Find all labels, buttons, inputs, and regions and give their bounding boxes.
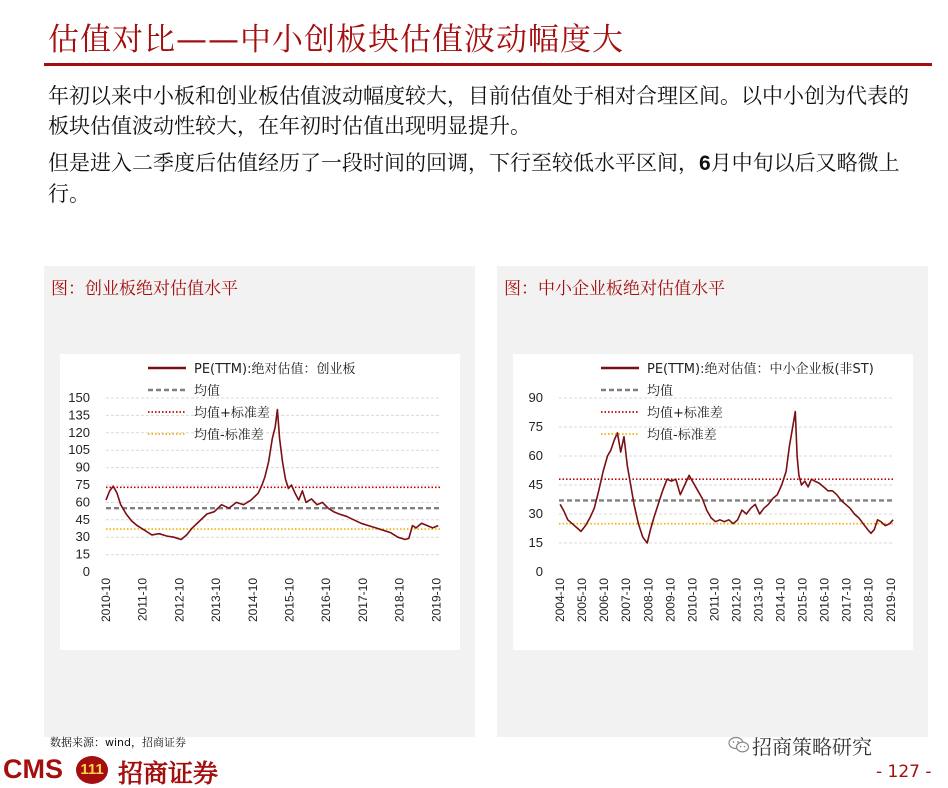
data-source: 数据来源：wind，招商证券 <box>50 736 187 749</box>
x-tick-label: 2011-10 <box>135 578 150 622</box>
x-tick-label: 2015-10 <box>795 578 810 623</box>
legend-label-mean: 均值 <box>647 384 674 399</box>
wechat-account: 招商策略研究 <box>752 735 872 759</box>
legend-label-minus_sd: 均值-标准差 <box>194 428 264 443</box>
legend-label-pe: PE(TTM):绝对估值：创业板 <box>194 362 356 377</box>
y-tick-label: 45 <box>75 511 90 527</box>
logo-badge: 111 <box>76 756 108 784</box>
x-tick-label: 2013-10 <box>209 578 224 623</box>
logo-text: CMS <box>3 754 63 784</box>
y-tick-label: 30 <box>528 506 543 521</box>
y-tick-label: 135 <box>68 407 90 423</box>
x-tick-label: 2016-10 <box>319 578 334 623</box>
x-tick-label: 2018-10 <box>861 578 876 623</box>
y-tick-label: 75 <box>75 477 90 492</box>
y-tick-label: 60 <box>75 494 90 510</box>
sme-pe-chart <box>513 354 913 650</box>
y-tick-label: 15 <box>75 546 90 562</box>
logo-chinese-name: 招商证券 <box>118 759 219 788</box>
chart-panel-sme <box>497 266 928 737</box>
y-tick-label: 0 <box>535 564 543 579</box>
x-tick-label: 2005-10 <box>575 578 590 623</box>
x-tick-label: 2010-10 <box>685 578 700 623</box>
x-tick-label: 2019-10 <box>883 578 898 623</box>
x-tick-label: 2010-10 <box>99 578 113 623</box>
x-tick-label: 2017-10 <box>839 578 854 623</box>
x-tick-label: 2016-10 <box>817 578 832 623</box>
y-tick-label: 30 <box>75 529 90 545</box>
x-tick-label: 2014-10 <box>773 578 788 623</box>
chinext-pe-chart <box>60 354 460 650</box>
y-tick-label: 75 <box>528 419 543 434</box>
title-rule <box>44 63 932 66</box>
x-tick-label: 2009-10 <box>663 578 678 623</box>
x-tick-label: 2019-10 <box>429 578 444 623</box>
intro-paragraph: 年初以来中小板和创业板估值波动幅度较大，目前估值处于相对合理区间。以中小创为代表的板块估值波动性较大，在年初时估值出现明显提升。 <box>48 84 909 138</box>
y-tick-label: 60 <box>528 448 543 463</box>
detail-paragraph <box>48 148 928 209</box>
y-tick-label: 15 <box>528 535 543 550</box>
x-tick-label: 2006-10 <box>597 578 612 623</box>
legend-label-minus_sd: 均值-标准差 <box>647 428 717 443</box>
chart-panel-title: 图：中小企业板绝对估值水平 <box>504 279 725 299</box>
x-tick-label: 2008-10 <box>641 578 656 623</box>
page-title: 估值对比——中小创板块估值波动幅度大 <box>48 22 624 58</box>
x-tick-label: 2013-10 <box>751 578 766 623</box>
x-tick-label: 2012-10 <box>729 578 744 623</box>
x-tick-label: 2012-10 <box>172 578 187 623</box>
x-tick-label: 2015-10 <box>282 578 297 623</box>
y-tick-label: 150 <box>68 390 90 405</box>
chart-canvas <box>60 354 460 650</box>
page-number: - 127 - <box>876 762 932 782</box>
detail-text-bold: 6 <box>699 152 711 175</box>
detail-text-b: 月中旬以后又略微上行。 <box>48 151 900 206</box>
detail-text-a: 但是进入二季度后估值经历了一段时间的回调，下行至较低水平区间， <box>48 151 699 175</box>
chart-panel-chinext <box>44 266 475 737</box>
wechat-icon <box>728 736 750 754</box>
x-tick-label: 2014-10 <box>245 578 260 623</box>
legend-label-mean: 均值 <box>194 384 221 399</box>
legend-label-plus_sd: 均值+标准差 <box>647 406 723 421</box>
y-tick-label: 90 <box>528 390 543 405</box>
legend-label-pe: PE(TTM):绝对估值：中小企业板(非ST) <box>647 362 874 377</box>
x-tick-label: 2011-10 <box>707 578 722 622</box>
chart-panel-title: 图：创业板绝对估值水平 <box>51 279 238 299</box>
x-tick-label: 2017-10 <box>355 578 370 623</box>
x-tick-label: 2007-10 <box>619 578 634 623</box>
legend-label-plus_sd: 均值+标准差 <box>194 406 270 421</box>
y-tick-label: 0 <box>82 564 90 579</box>
y-tick-label: 45 <box>528 477 543 492</box>
y-tick-label: 105 <box>68 442 90 458</box>
company-logo <box>0 752 250 788</box>
y-tick-label: 90 <box>75 459 90 475</box>
y-tick-label: 120 <box>68 424 90 440</box>
x-tick-label: 2018-10 <box>392 578 407 623</box>
x-tick-label: 2004-10 <box>553 578 568 623</box>
chart-canvas <box>513 354 913 650</box>
